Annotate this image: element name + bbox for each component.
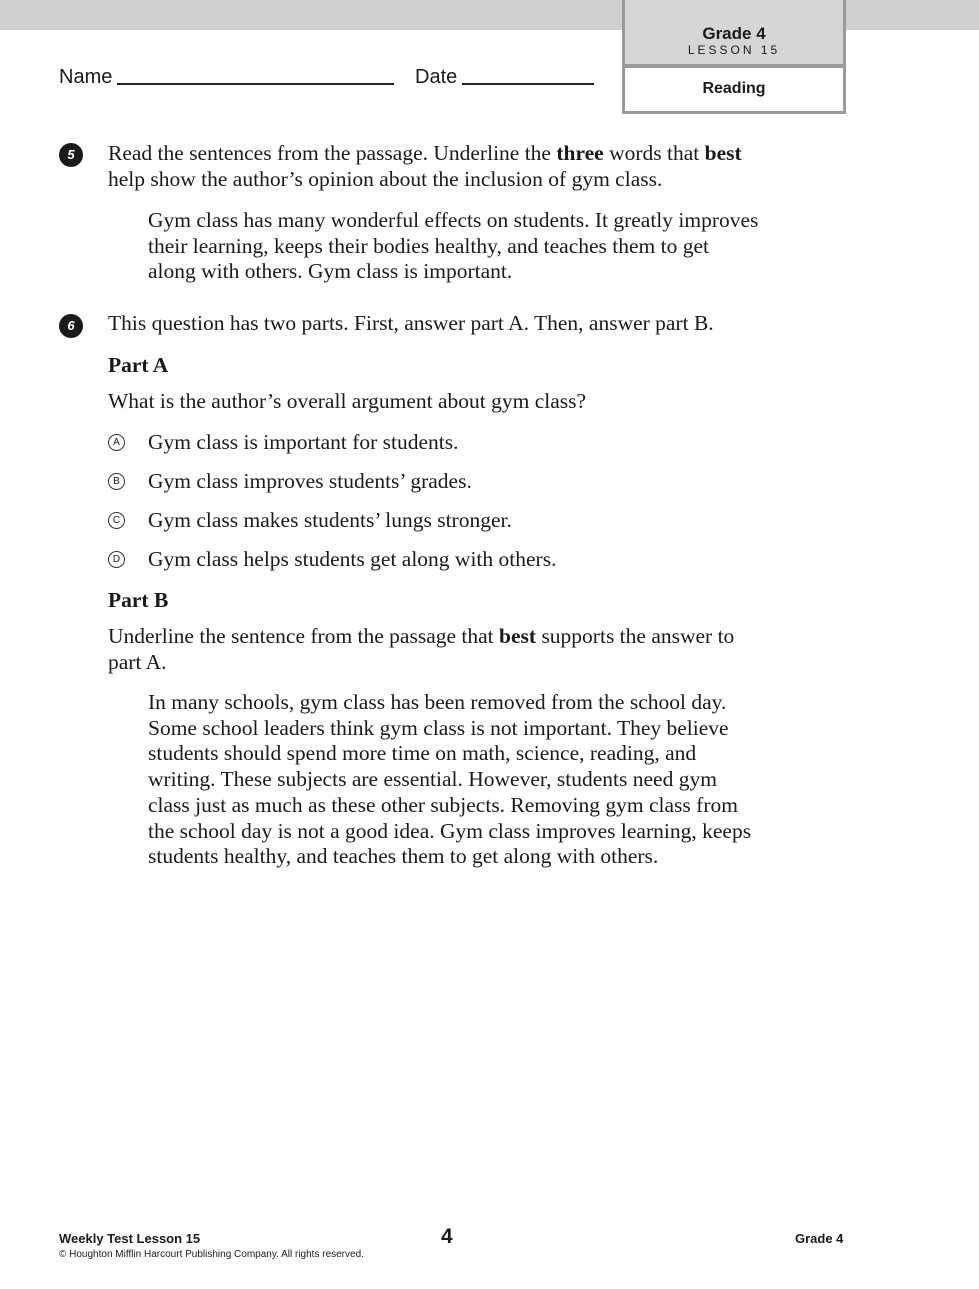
part-b-passage — [148, 690, 808, 870]
question-6-number: 6 — [59, 314, 83, 338]
prompt-text: Underline the sentence from the passage that — [108, 624, 500, 648]
prompt-text: supports the answer to — [536, 624, 735, 648]
page-number: 4 — [441, 1225, 453, 1248]
date-field[interactable] — [462, 83, 594, 85]
prompt-emphasis: three — [556, 141, 604, 165]
part-a-heading: Part A — [108, 353, 169, 377]
name-label: Name — [59, 66, 113, 88]
prompt-text: help show the author’s opinion about the inclusion of gym class. — [108, 166, 663, 191]
passage-line[interactable]: along with others. Gym class is important. — [148, 259, 513, 284]
grade-lesson-tab — [622, 0, 846, 114]
grade-label: Grade 4 — [702, 24, 766, 43]
lesson-label: LESSON 15 — [687, 43, 781, 57]
date-label: Date — [415, 66, 458, 88]
prompt-text: part A. — [108, 649, 167, 674]
prompt-emphasis: best — [704, 141, 742, 165]
option-c-bubble[interactable]: C — [108, 512, 125, 529]
passage-line[interactable]: writing. These subjects are essential. However, students need gym — [148, 767, 717, 792]
part-b-prompt — [108, 624, 828, 675]
passage-line[interactable]: Gym class has many wonderful effects on students. It greatly improves — [148, 208, 759, 232]
passage-line[interactable]: students should spend more time on math, science, reading, and — [148, 741, 697, 766]
passage-line[interactable]: the school day is not a good idea. Gym class improves learning, keeps — [148, 818, 752, 843]
passage-line[interactable]: class just as much as these other subjects. Removing gym class from — [148, 792, 738, 817]
passage-line[interactable]: students healthy, and teaches them to get along with others. — [148, 844, 659, 869]
question-5-number: 5 — [59, 143, 83, 167]
option-a-bubble[interactable]: A — [108, 434, 125, 451]
option-a-text[interactable]: Gym class is important for students. — [148, 430, 459, 454]
footer-grade: Grade 4 — [795, 1231, 844, 1246]
grade-lesson-box — [625, 0, 843, 68]
subject-label: Reading — [702, 80, 766, 97]
footer-test-name: Weekly Test Lesson 15 — [59, 1231, 201, 1246]
name-field[interactable] — [117, 83, 394, 85]
option-d-text[interactable]: Gym class helps students get along with others. — [148, 547, 557, 571]
question-5-prompt — [108, 141, 828, 192]
option-b-text[interactable]: Gym class improves students’ grades. — [148, 469, 472, 493]
option-c-text[interactable]: Gym class makes students’ lungs stronger. — [148, 508, 512, 532]
prompt-emphasis: best — [499, 624, 537, 648]
option-b-bubble[interactable]: B — [108, 473, 125, 490]
passage-line[interactable]: In many schools, gym class has been removed from the school day. — [148, 690, 727, 714]
option-d-bubble[interactable]: D — [108, 551, 125, 568]
part-b-heading: Part B — [108, 588, 169, 612]
prompt-text: Read the sentences from the passage. Underline the — [108, 141, 557, 165]
passage-line[interactable]: their learning, keeps their bodies healthy, and teaches them to get — [148, 233, 709, 258]
footer-copyright: © Houghton Mifflin Harcourt Publishing Company. All rights reserved. — [59, 1249, 364, 1260]
prompt-text: words that — [603, 141, 705, 165]
part-a-question: What is the author’s overall argument about gym class? — [108, 389, 587, 413]
question-6-intro: This question has two parts. First, answer part A. Then, answer part B. — [108, 311, 714, 335]
question-5-passage — [148, 208, 808, 285]
passage-line[interactable]: Some school leaders think gym class is not important. They believe — [148, 715, 729, 740]
